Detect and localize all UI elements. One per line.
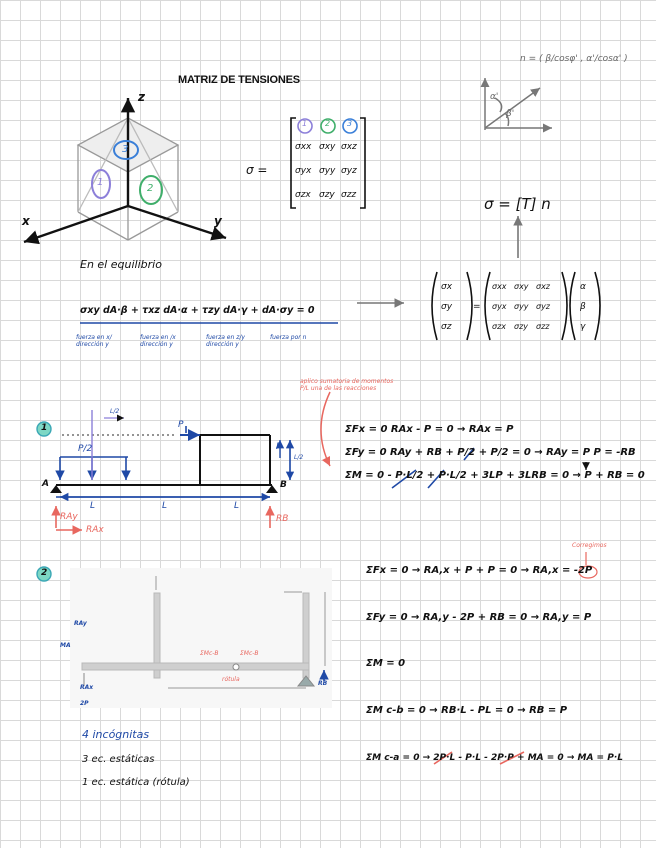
matrix-cell: σyy xyxy=(319,166,336,176)
vector-matrix-cell: σxz xyxy=(536,282,551,291)
page-title: MATRIZ DE TENSIONES xyxy=(178,74,300,86)
problem1-equation: ΣFy = 0 RAy + RB + P/2 + P/2 = 0 → RAy = P P = -RB xyxy=(345,447,636,458)
red-curve xyxy=(321,392,330,466)
beam1-label-rb: RB xyxy=(276,514,289,524)
vector-matrix-cell: σzz xyxy=(536,322,550,331)
face-1-label: 1 xyxy=(97,177,104,188)
support-a xyxy=(50,485,62,493)
equilibrium-label: En el equilibrio xyxy=(80,258,162,271)
angle-alpha-label: α' xyxy=(490,92,499,102)
sigma-tn-equation: σ = [T] n xyxy=(484,195,551,213)
problem2-note-unknowns: 4 incógnitas xyxy=(82,728,150,741)
frame-drawing xyxy=(70,568,332,708)
frame-label-e1: ΣMc-B xyxy=(200,650,219,657)
beam1-label-a: A xyxy=(42,479,49,489)
matrix-cell: σzx xyxy=(295,190,311,200)
vector-matrix-cell: σyx xyxy=(492,302,507,311)
frame-photo xyxy=(70,568,332,708)
vector-rhs-item: α xyxy=(580,282,586,292)
problem2-equation: ΣFx = 0 → RA,x + P + P = 0 → RA,x = -2P xyxy=(366,565,593,576)
beam1-label-p: P xyxy=(178,420,184,430)
force-note: fuerza en z/y dirección y xyxy=(206,334,245,348)
problem2-note-static: 3 ec. estáticas xyxy=(82,754,155,765)
matrix-col2-header: 2 xyxy=(325,119,331,128)
beam-1 xyxy=(56,435,272,485)
axis-x-label: x xyxy=(22,214,30,228)
face-2-label: 2 xyxy=(147,183,154,194)
frame-label-rax: RAx xyxy=(80,684,94,691)
beam1-label-l2: L/2 xyxy=(110,408,120,415)
beam1-label-l: L xyxy=(234,501,240,511)
problem2-correction-note: Corregimos xyxy=(572,542,607,549)
problem1-equation: ΣM = 0 - P·L/2 + P·L/2 + 3LP + 3LRB = 0 → P + RB = 0 xyxy=(345,470,645,481)
distributed-load xyxy=(60,457,128,480)
problem1-number: 1 xyxy=(41,423,48,433)
problem2-number: 2 xyxy=(41,568,48,578)
beam1-label-ray: RAy xyxy=(60,512,78,522)
beam1-label-p-half: P/2 xyxy=(78,444,93,454)
matrix-cell: σyz xyxy=(341,166,357,176)
beam1-label-rax: RAx xyxy=(86,525,104,535)
frame-label-e2: ΣMc-B xyxy=(240,650,259,657)
force-note: fuerza por n xyxy=(270,334,307,341)
problem1-red-note: aplico sumatoria de momentos P/L una de las reacciones xyxy=(300,378,394,392)
problem2-equation: ΣM = 0 xyxy=(366,658,406,669)
frame-label-ma: MA xyxy=(60,642,71,649)
beam1-label-l2-vertical: L/2 xyxy=(294,454,304,461)
vector-lhs-item: σy xyxy=(441,302,453,312)
beam1-label-l: L xyxy=(162,501,168,511)
vector-rhs-item: γ xyxy=(580,322,586,332)
support-b xyxy=(266,485,278,493)
matrix-cell: σxz xyxy=(341,142,357,152)
equilibrium-equation: σxy dA·β + τxz dA·α + τzy dA·γ + dA·σy = 0 xyxy=(80,305,315,316)
problem2-equation: ΣM c-a = 0 → 2P·L - P·L - 2P·P + MA = 0 → MA = P·L xyxy=(366,753,623,763)
vector-lhs-item: σx xyxy=(441,282,453,292)
sigma-label: σ = xyxy=(246,163,268,177)
matrix-cell: σzz xyxy=(341,190,357,200)
beam1-label-b: B xyxy=(280,480,287,490)
force-note: fuerza en /x dirección y xyxy=(140,334,176,348)
normal-vector-formula: n = ( β/cosφ' , α'/cosα' ) xyxy=(520,54,628,64)
angle-beta-label: β' xyxy=(506,109,515,119)
problem2-equation: ΣM c-b = 0 → RB·L - PL = 0 → RB = P xyxy=(366,705,568,716)
face-3-label: 3 xyxy=(122,144,129,155)
frame-label-rotula: rótula xyxy=(222,676,240,683)
vector-matrix-cell: σxy xyxy=(514,282,529,291)
problem1-equation: ΣFx = 0 RAx - P = 0 → RAx = P xyxy=(345,424,514,435)
vector-matrix-cell: σzy xyxy=(514,322,529,331)
vector-matrix-cell: σyz xyxy=(536,302,551,311)
matrix-cell: σyx xyxy=(295,166,312,176)
normal-vector-diagram xyxy=(485,78,552,130)
frame-label-2p: 2P xyxy=(80,700,89,707)
vector-rhs-item: β xyxy=(580,302,586,312)
frame-label-rb: RB xyxy=(318,680,328,687)
matrix-cell: σxy xyxy=(319,142,336,152)
vector-matrix-cell: σyy xyxy=(514,302,529,311)
problem2-equation: ΣFy = 0 → RA,y - 2P + RB = 0 → RA,y = P xyxy=(366,612,592,623)
matrix-col3-header: 3 xyxy=(347,119,353,128)
problem2-note-hinge: 1 ec. estática (rótula) xyxy=(82,777,190,788)
vector-matrix-cell: σxx xyxy=(492,282,507,291)
matrix-cell: σzy xyxy=(319,190,335,200)
matrix-col1-header: 1 xyxy=(302,119,308,128)
vector-lhs-item: σz xyxy=(441,322,452,332)
beam1-label-l: L xyxy=(90,501,96,511)
matrix-cell: σxx xyxy=(295,142,312,152)
force-note: fuerza en x/ dirección y xyxy=(76,334,112,348)
vector-matrix-cell: σzx xyxy=(492,322,507,331)
axis-y-label: y xyxy=(214,214,222,228)
frame-label-ray: RAy xyxy=(74,620,87,627)
axis-z-label: z xyxy=(138,90,145,104)
beam1-label-p-right: P xyxy=(276,442,282,452)
